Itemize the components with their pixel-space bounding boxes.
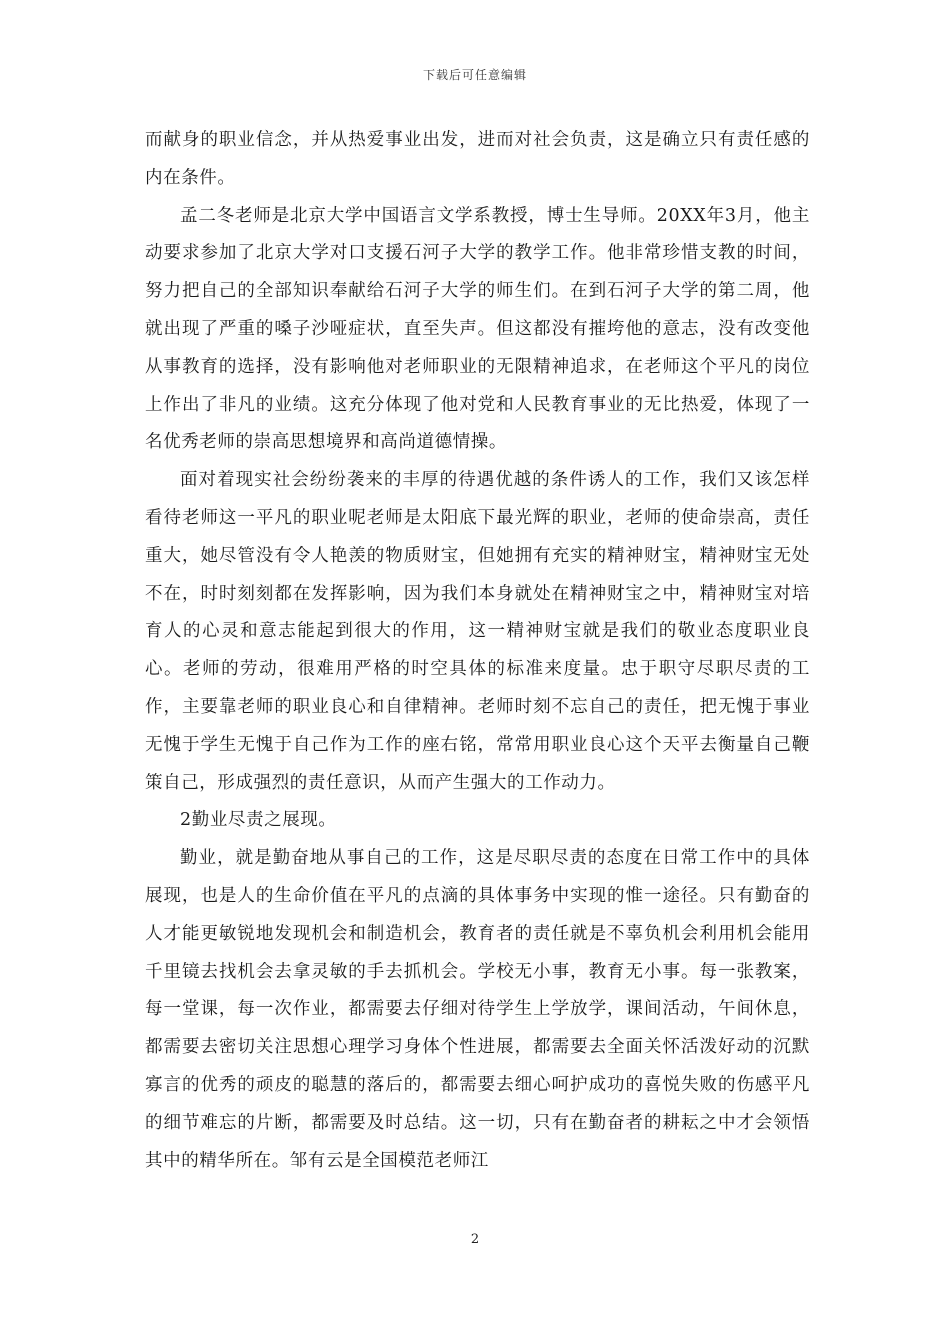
paragraph-teacher-profession: 面对着现实社会纷纷袭来的丰厚的待遇优越的条件诱人的工作，我们又该怎样看待老师这一平凡的职业呢老师是太阳底下最光辉的职业，老师的使命崇高，责任重大，她尽管没有令人艳羡的物质财宝，但她拥有充实的精神财宝，精神财宝无处不在，时时刻刻都在发挥影响，因为我们本身就处在精神财宝之中，精神财宝对培育人的心灵和意志能起到很大的作用，这一精神财宝就是我们的敬业态度职业良心。老师的劳动，很难用严格的时空具体的标准来度量。忠于职守尽职尽责的工作，主要靠老师的职业良心和自律精神。老师时刻不忘自己的责任，把无愧于事业无愧于学生无愧于自己作为工作的座右铭，常常用职业良心这个天平去衡量自己鞭策自己，形成强烈的责任意识，从而产生强大的工作动力。 bbox=[145, 470, 810, 793]
section-heading: 2勤业尽责之展现。 bbox=[180, 810, 337, 831]
paragraph-meng-erdong: 孟二冬老师是北京大学中国语言文学系教授，博士生导师。20XX年3月，他主动要求参加了北京大学对口支援石河子大学的教学工作。他非常珍惜支教的时间，努力把自己的全部知识奉献给石河子大学的师生们。在到石河子大学的第二周，他就出现了严重的嗓子沙哑症状，直至失声。但这都没有摧垮他的意志，没有改变他从事教育的选择，没有影响他对老师职业的无限精神追求，在老师这个平凡的岗位上作出了非凡的业绩。这充分体现了他对党和人民教育事业的无比热爱，体现了一名优秀老师的崇高思想境界和高尚道德情操。 bbox=[145, 205, 810, 453]
page-header: 下载后可任意编辑 bbox=[422, 68, 527, 82]
paragraph-continuation: 而献身的职业信念，并从热爱事业出发，进而对社会负责，这是确立只有责任感的内在条件。 bbox=[145, 130, 810, 188]
document-body bbox=[145, 122, 810, 1180]
paragraph-diligence: 勤业，就是勤奋地从事自己的工作，这是尽职尽责的态度在日常工作中的具体展现，也是人的生命价值在平凡的点滴的具体事务中实现的惟一途径。只有勤奋的人才能更敏锐地发现机会和制造机会，教育者的责任就是不辜负机会利用机会能用千里镜去找机会去拿灵敏的手去抓机会。学校无小事，教育无小事。每一张教案，每一堂课，每一次作业，都需要去仔细对待学生上学放学，课间活动，午间休息，都需要去密切关注思想心理学习身体个性进展，都需要去全面关怀活泼好动的沉默寡言的优秀的顽皮的聪慧的落后的，都需要去细心呵护成功的喜悦失败的伤感平凡的细节难忘的片断，都需要及时总结。这一切，只有在勤奋者的耕耘之中才会领悟其中的精华所在。邹有云是全国模范老师江 bbox=[145, 848, 810, 1171]
page-number: 2 bbox=[470, 1232, 480, 1247]
